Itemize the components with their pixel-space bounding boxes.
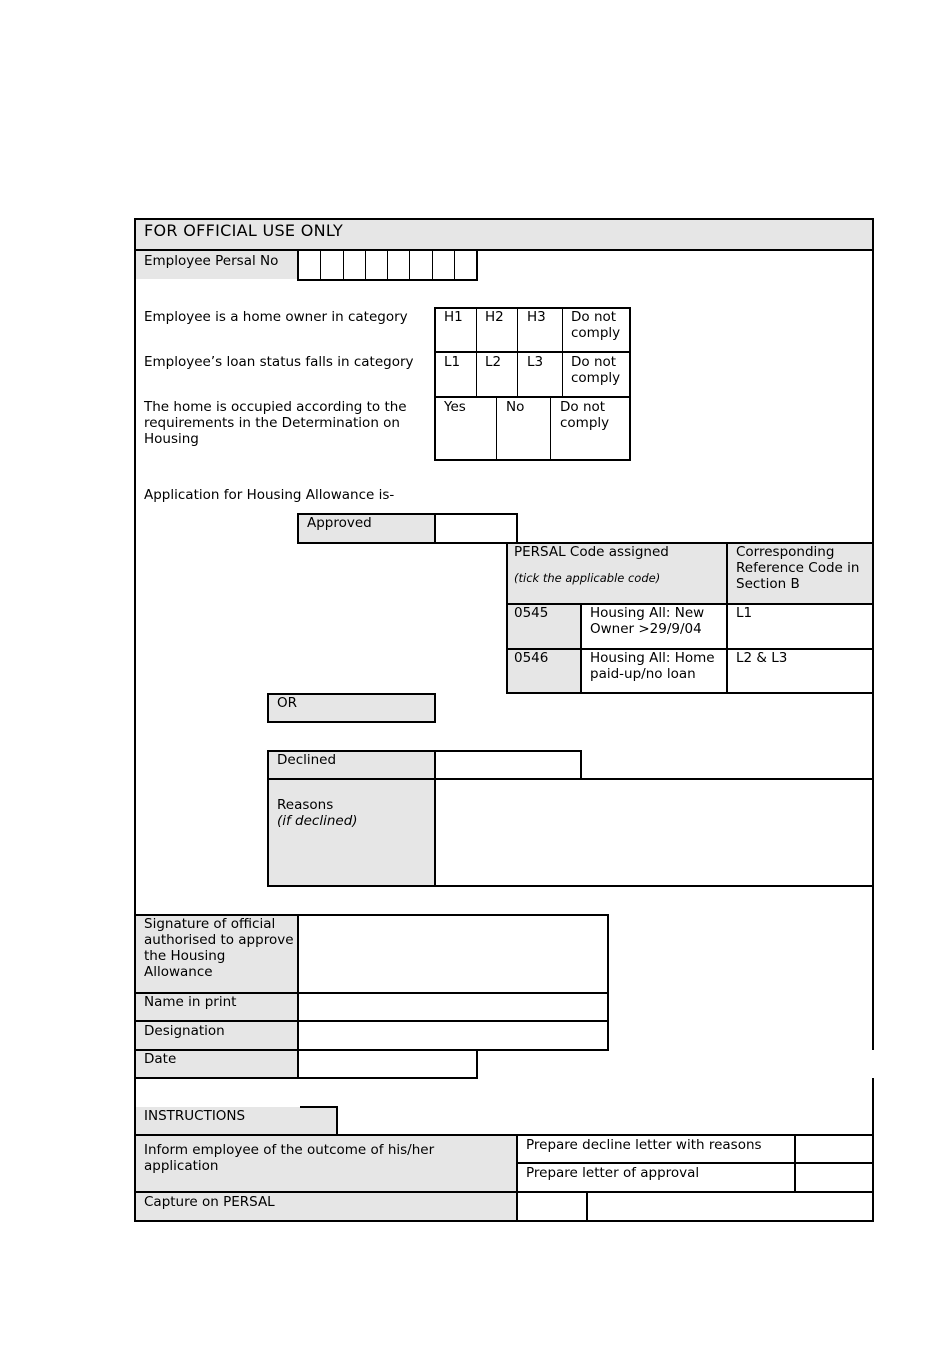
capture-field[interactable]: [588, 1193, 872, 1220]
declined-label: Declined: [277, 752, 337, 768]
capture-tick-box[interactable]: [518, 1193, 586, 1220]
code-header-note: (tick the applicable code): [514, 571, 661, 585]
option-yes[interactable]: Yes: [444, 399, 466, 415]
option-h1[interactable]: H1: [444, 309, 463, 325]
home-owner-label: Employee is a home owner in category: [144, 309, 408, 325]
option-l-do-not-comply[interactable]: Do not comply: [571, 354, 621, 386]
instructions-title: INSTRUCTIONS: [144, 1108, 246, 1124]
reasons-text: Reasons: [277, 797, 334, 813]
code-0545: 0545: [514, 605, 549, 621]
ref-0546: L2 & L3: [736, 650, 788, 666]
code-0546: 0546: [514, 650, 549, 666]
name-field[interactable]: [299, 994, 607, 1020]
loan-status-label: Employee’s loan status falls in category: [144, 354, 414, 370]
signature-label: Signature of official authorised to approve the Housing Allowance: [144, 916, 294, 980]
or-label: OR: [277, 695, 298, 711]
designation-field[interactable]: [299, 1022, 607, 1049]
desc-0546[interactable]: Housing All: Home paid-up/no loan: [590, 650, 715, 682]
option-h3[interactable]: H3: [527, 309, 546, 325]
desc-0545[interactable]: Housing All: New Owner >29/9/04: [590, 605, 705, 637]
approval-letter-tick-box[interactable]: [796, 1164, 872, 1191]
ref-header: Corresponding Reference Code in Section B: [736, 544, 860, 592]
form-title: FOR OFFICIAL USE ONLY: [144, 221, 344, 240]
option-h2[interactable]: H2: [485, 309, 504, 325]
application-label: Application for Housing Allowance is-: [144, 487, 395, 503]
reasons-note: (if declined): [277, 813, 358, 829]
approved-tick-box[interactable]: [436, 515, 516, 542]
inform-label: Inform employee of the outcome of his/her application: [144, 1142, 435, 1174]
decline-letter-label: Prepare decline letter with reasons: [526, 1137, 762, 1153]
option-occupied-do-not-comply[interactable]: Do not comply: [560, 399, 610, 431]
option-l1[interactable]: L1: [444, 354, 461, 370]
name-label: Name in print: [144, 994, 237, 1010]
ref-0545: L1: [736, 605, 753, 621]
option-l2[interactable]: L2: [485, 354, 502, 370]
designation-label: Designation: [144, 1023, 225, 1039]
approval-letter-label: Prepare letter of approval: [526, 1165, 700, 1181]
code-header: PERSAL Code assigned: [514, 544, 669, 560]
declined-tick-box[interactable]: [436, 752, 580, 778]
option-l3[interactable]: L3: [527, 354, 544, 370]
date-label: Date: [144, 1051, 177, 1067]
option-h-do-not-comply[interactable]: Do not comply: [571, 309, 621, 341]
persal-label: Employee Persal No: [144, 253, 279, 269]
date-field[interactable]: [299, 1051, 476, 1077]
reasons-field[interactable]: [436, 780, 872, 885]
option-no[interactable]: No: [506, 399, 525, 415]
signature-field[interactable]: [299, 916, 607, 992]
capture-label: Capture on PERSAL: [144, 1194, 275, 1210]
reasons-label: [277, 781, 358, 829]
approved-label: Approved: [307, 515, 372, 531]
decline-letter-tick-box[interactable]: [796, 1136, 872, 1162]
occupied-label: The home is occupied according to the requirements in the Determination on Housing: [144, 399, 407, 447]
